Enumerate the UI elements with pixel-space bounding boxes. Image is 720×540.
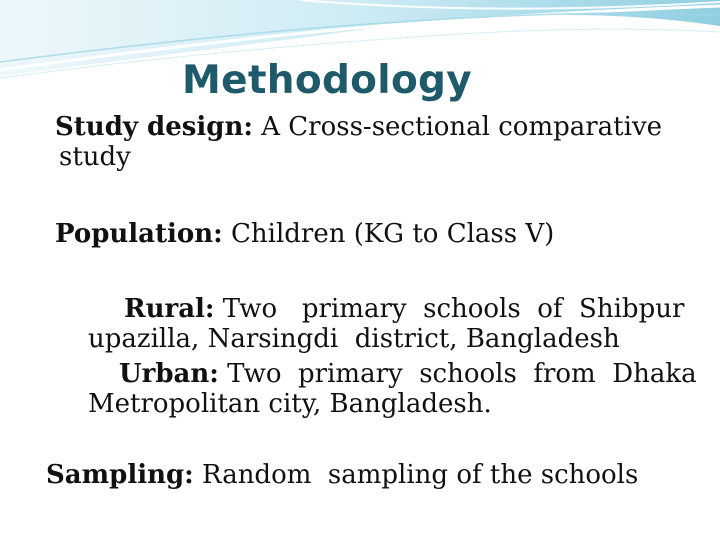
population-label: Population: (55, 219, 223, 249)
sampling-block (46, 460, 638, 490)
urban-line2: Metropolitan city, Bangladesh. (88, 389, 492, 419)
study-design-block (55, 112, 685, 172)
slide-title: Methodology (182, 58, 472, 103)
rural-line2: upazilla, Narsingdi district, Bangladesh (88, 324, 620, 354)
rural-text: Two primary schools of Shibpur (214, 294, 685, 324)
sampling-text: Random sampling of the schools (193, 460, 639, 490)
study-design-text: A Cross-sectional comparative (252, 112, 663, 142)
rural-line1 (88, 294, 683, 324)
study-design-line1 (55, 112, 685, 142)
sampling-label: Sampling: (46, 460, 194, 490)
rural-label: Rural: (124, 294, 215, 324)
population-block (55, 219, 554, 249)
urban-label: Urban: (119, 359, 219, 389)
urban-block (88, 359, 697, 419)
urban-line1 (88, 359, 697, 389)
study-design-label: Study design: (55, 112, 253, 142)
population-text: Children (KG to Class V) (222, 219, 555, 249)
study-design-line2: study (59, 142, 131, 172)
urban-text: Two primary schools from Dhaka (218, 359, 697, 389)
rural-block (88, 294, 683, 354)
